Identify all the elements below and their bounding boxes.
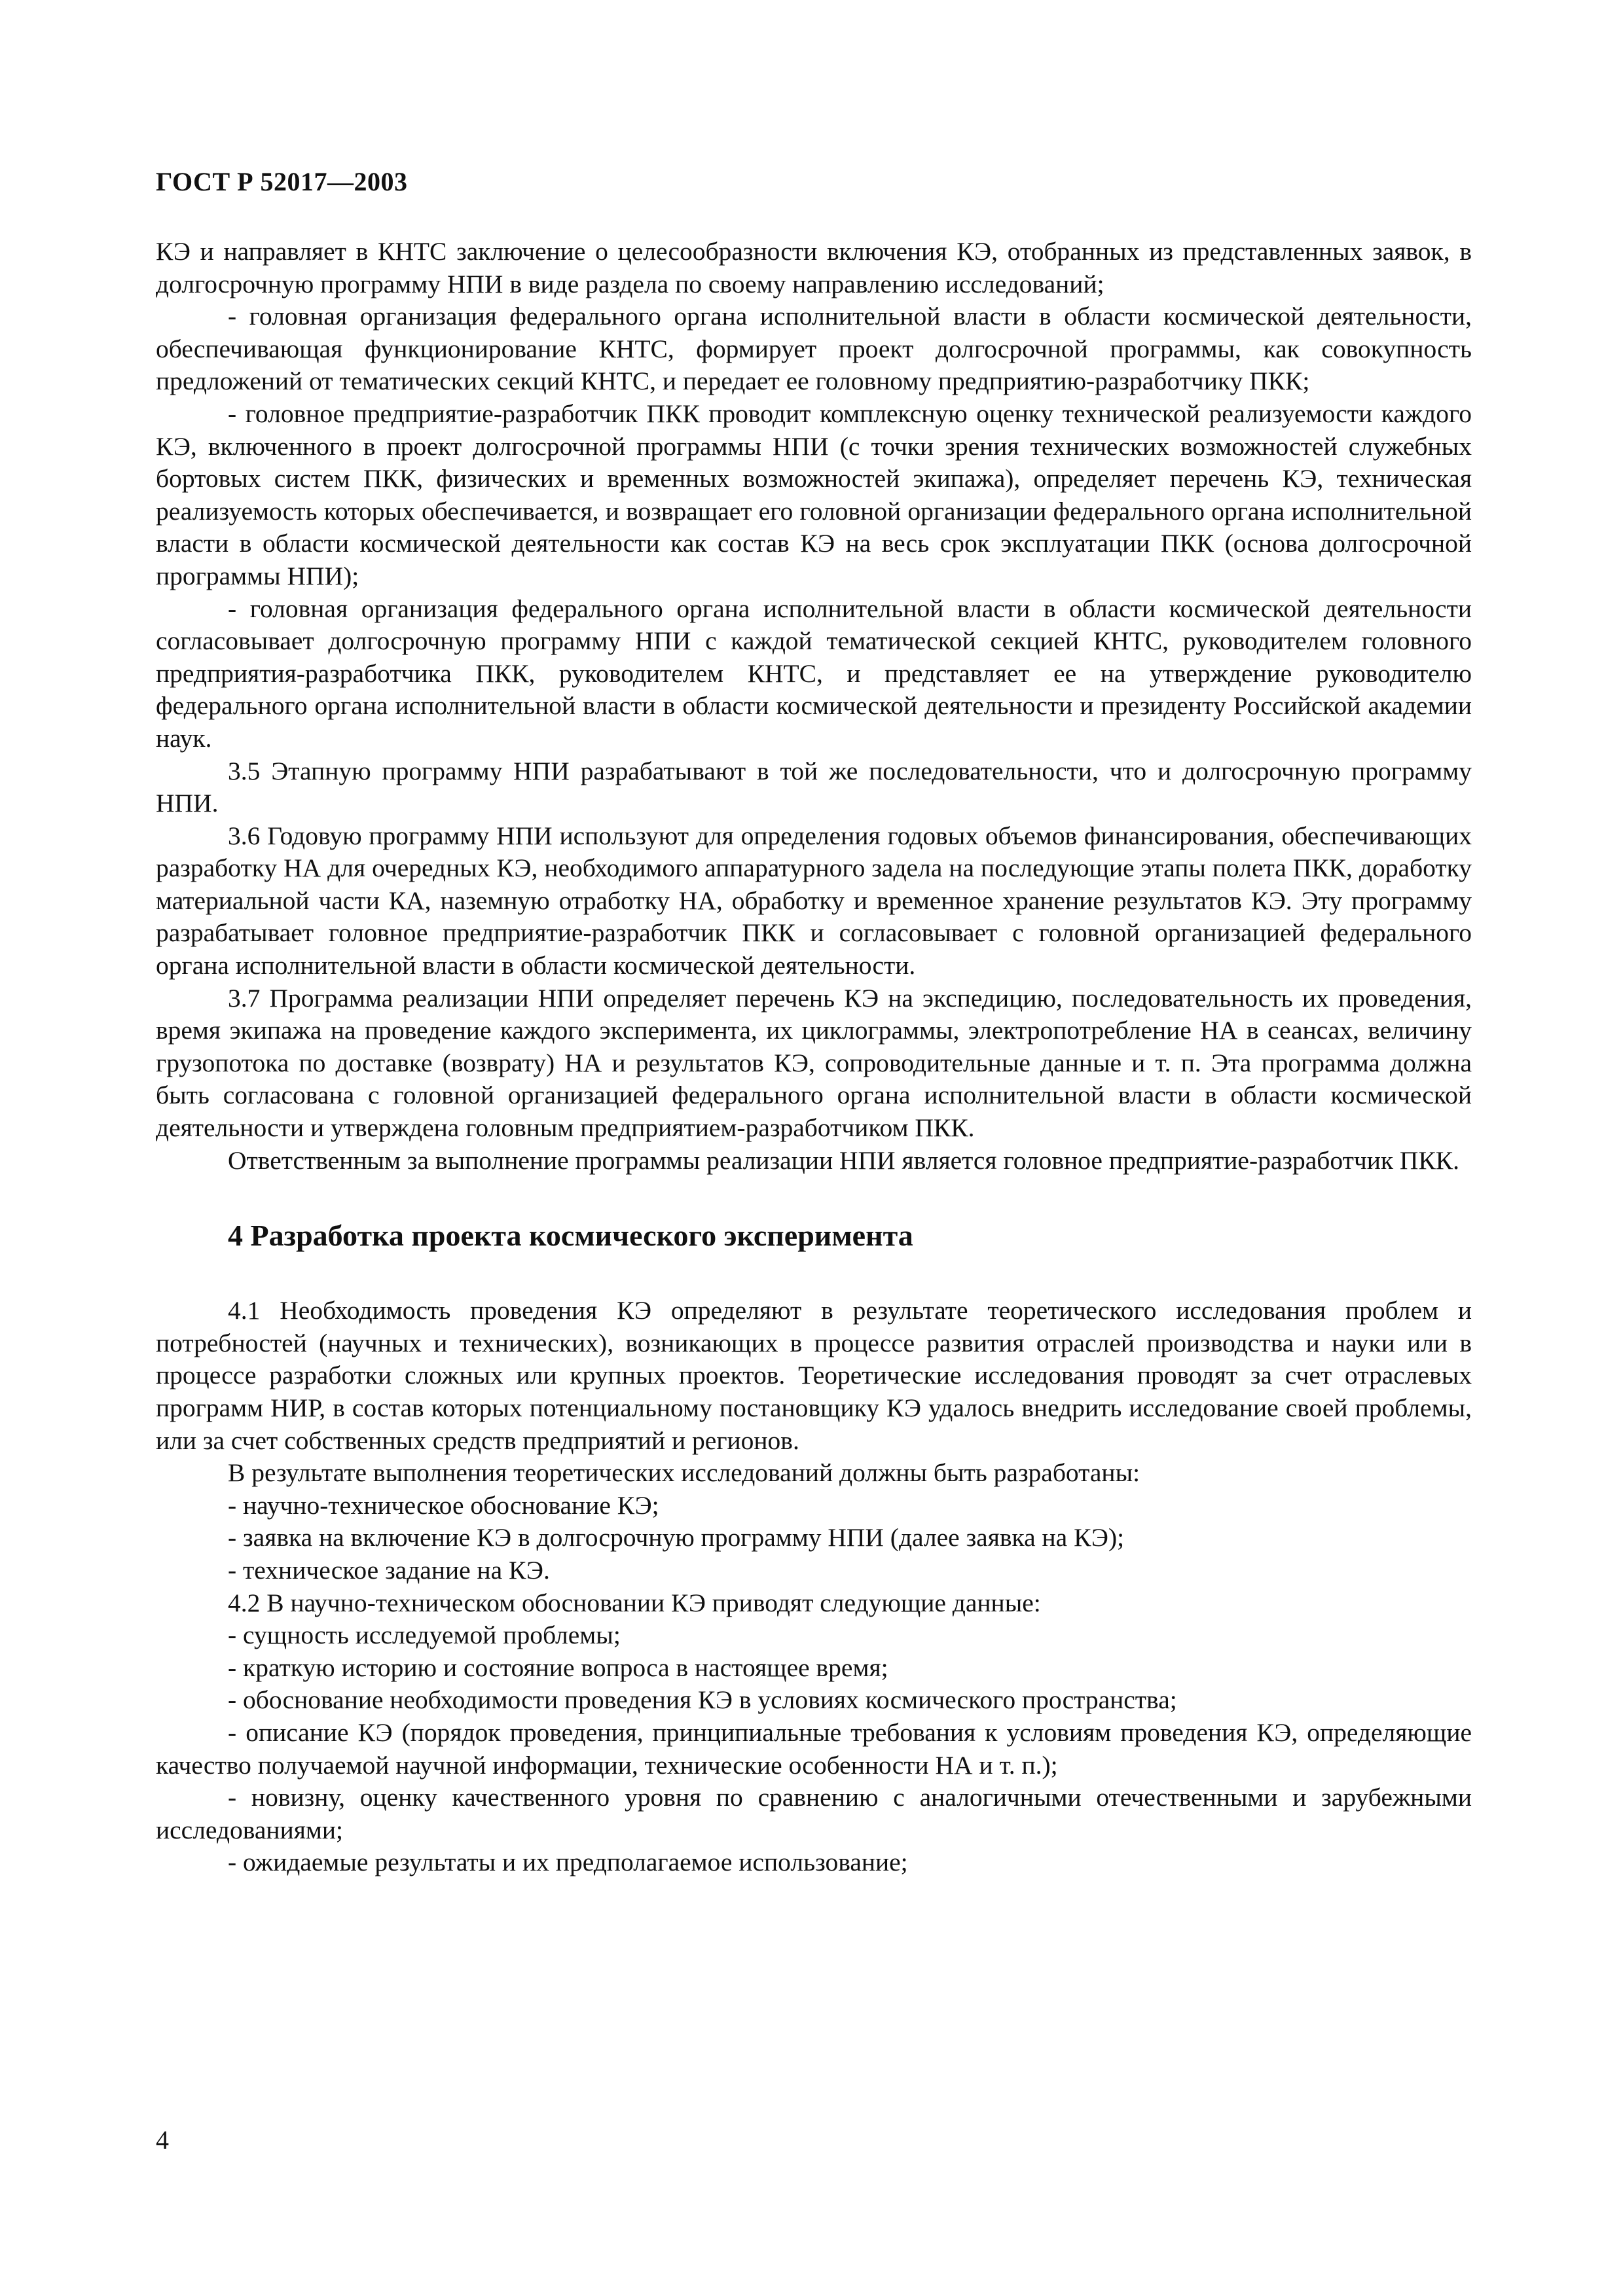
page-number: 4 [156,2125,169,2155]
list-item: - заявка на включение КЭ в долгосрочную программу НПИ (далее заявка на КЭ); [228,1523,1125,1552]
clause-4-1: 4.1 Необходимость проведения КЭ определяют в результате теоретического исследования проблем и потребностей (научных и технических), возникающих в процессе развития отраслей производства и науки или в процессе разработки сложных или крупных проектов. Теоретические исследования проводят за счет отраслевых программ НИР, в состав которых потенциальному постановщику КЭ удалось внедрить исследование своей проблемы, или за счет собственных средств предприятий и регионов. [156,1296,1472,1455]
standard-designation: ГОСТ Р 52017—2003 [156,167,408,196]
list-item: - описание КЭ (порядок проведения, принципиальные требования к условиям проведения КЭ, определяющие качество получаемой научной информации, технические особенности НА и т. п.); [156,1717,1472,1780]
list-item: - краткую историю и состояние вопроса в настоящее время; [228,1653,888,1682]
paragraph: Ответственным за выполнение программы реализации НПИ является головное предприятие-разработчик ПКК. [228,1145,1460,1175]
paragraph-continuation: КЭ и направляет в КНТС заключение о целесообразности включения КЭ, отобранных из представленных заявок, в долгосрочную программу НПИ в виде раздела по своему направлению исследований; [156,237,1472,298]
clause-3-5: 3.5 Этапную программу НПИ разрабатывают в той же последовательности, что и долгосрочную программу НПИ. [156,756,1472,818]
section-4-heading: 4 Разработка проекта космического эксперимента [228,1219,913,1253]
paragraph: В результате выполнения теоретических исследований должны быть разработаны: [228,1458,1140,1488]
clause-3-7: 3.7 Программа реализации НПИ определяет перечень КЭ на экспедицию, последовательность их проведения, время экипажа на проведение каждого эксперимента, их циклограммы, электропотребление НА в сеансах, величину грузопотока по доставке (возврату) НА и результатов КЭ, сопроводительные данные и т. п. Эта программа должна быть согласована с головной организацией федерального органа исполнительной власти в области космической деятельности и утверждена головным предприятием-разработчиком ПКК. [156,983,1472,1143]
list-item: - головное предприятие-разработчик ПКК проводит комплексную оценку технической реализуемости каждого КЭ, включенного в проект долгосрочной программы НПИ (с точки зрения технических возможностей служебных бортовых систем ПКК, физических и временных возможностей экипажа), определяет перечень КЭ, техническая реализуемость которых обеспечивается, и возвращает его головной организации федерального органа исполнительной власти в области космической деятельности как состав КЭ на весь срок эксплуатации ПКК (основа долгосрочной программы НПИ); [156,399,1472,590]
list-item: - сущность исследуемой проблемы; [228,1621,621,1650]
clause-4-2: 4.2 В научно-техническом обосновании КЭ приводят следующие данные: [228,1588,1041,1617]
list-item: - обоснование необходимости проведения КЭ в условиях космического пространства; [228,1685,1177,1715]
list-item: - научно-техническое обоснование КЭ; [228,1490,659,1520]
list-item: - головная организация федерального органа исполнительной власти в области космической деятельности, обеспечивающая функционирование КНТС, формирует проект долгосрочной программы, как совокупность предложений от тематических секций КНТС, и передает ее головному предприятию-разработчику ПКК; [156,302,1472,396]
list-item: - техническое задание на КЭ. [228,1555,550,1585]
clause-3-6: 3.6 Годовую программу НПИ используют для определения годовых объемов финансирования, обеспечивающих разработку НА для очередных КЭ, необходимого аппаратурного задела на последующие этапы полета ПКК, доработку материальной части КА, наземную отработку НА, обработку и временное хранение результатов КЭ. Эту программу разрабатывает головное предприятие-разработчик ПКК и согласовывает с головной организацией федерального органа исполнительной власти в области космической деятельности. [156,821,1472,980]
list-item: - новизну, оценку качественного уровня по сравнению с аналогичными отечественными и зарубежными исследованиями; [156,1783,1472,1844]
list-item: - головная организация федерального органа исполнительной власти в области космической деятельности согласовывает долгосрочную программу НПИ с каждой тематической секцией КНТС, руководителем головного предприятия-разработчика ПКК, руководителем КНТС, и представляет ее на утверждение руководителю федерального органа исполнительной власти в области космической деятельности и президенту Российской академии наук. [156,594,1472,753]
list-item: - ожидаемые результаты и их предполагаемое использование; [228,1848,908,1877]
document-body [156,236,1472,1879]
